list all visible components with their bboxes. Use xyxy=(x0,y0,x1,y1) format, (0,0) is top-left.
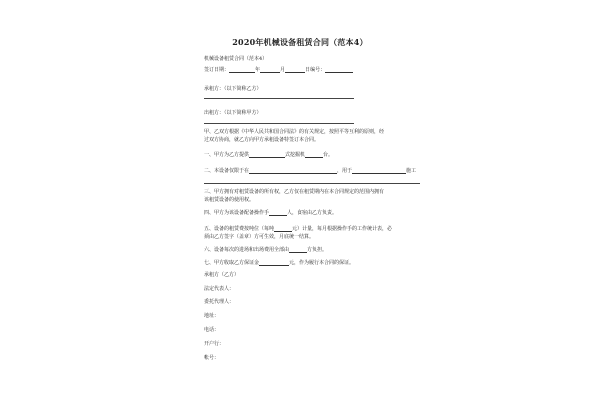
document-page xyxy=(150,0,450,400)
purpose-blank xyxy=(352,168,406,174)
clause-4-text-a: 四、甲方为该设备配备操作手 xyxy=(204,210,270,216)
clause-4 xyxy=(204,210,337,216)
lessee-line: 承租方：（以下简称乙方） xyxy=(204,86,262,92)
clause-1 xyxy=(204,152,333,158)
clause-1-text-c: 台。 xyxy=(323,152,334,158)
intro-line-1: 甲、乙双方根据《中华人民共和国合同法》的有关规定，按照平等互利的原则，经 xyxy=(204,129,385,135)
signature-bank: 开户行： xyxy=(204,341,225,347)
lessee-rule xyxy=(204,98,354,99)
clause-7-text-b: 元，作为履行本合同的保证。 xyxy=(289,260,355,266)
document-subtitle: 机械设备租赁合同（范本4） xyxy=(204,56,268,62)
clause-5-line-2: 须由乙方签字（盖章）方可生效，月底统一结算。 xyxy=(204,234,315,240)
clause-7-text-a: 七、甲方收取乙方保证金 xyxy=(204,260,260,266)
lessor-line: 出租方：（以下简称甲方） xyxy=(204,110,262,116)
number-blank xyxy=(325,67,353,73)
clause-2-text-c: 施工 xyxy=(406,168,417,174)
signature-phone: 电话： xyxy=(204,327,220,333)
clause-2 xyxy=(204,168,416,174)
year-blank xyxy=(229,67,255,73)
clause-7 xyxy=(204,260,354,266)
operator-count-blank xyxy=(269,210,287,216)
month-blank xyxy=(260,67,280,73)
day-blank xyxy=(285,67,305,73)
sign-date-line xyxy=(204,67,353,73)
clause-5-line-1 xyxy=(204,226,392,232)
clause-3-line-1: 三、甲方拥有对租赁设备的所有权，乙方仅在租赁期内在本合同规定的范围内拥有 xyxy=(204,189,385,195)
clause-5-text-a: 五、设备的租赁费按吨位（每吨 xyxy=(204,226,275,232)
clause-2-text-a: 二、本设备仅限于在 xyxy=(204,168,250,174)
party-blank xyxy=(289,247,307,253)
quantity-blank xyxy=(305,152,323,158)
model-blank xyxy=(249,152,285,158)
clause-1-text-a: 一、甲方为乙方提供 xyxy=(204,152,250,158)
clause-3-line-2: 该租赁设备的使用权。 xyxy=(204,197,255,203)
signature-legal-rep: 法定代表人： xyxy=(204,286,235,292)
sign-date-label: 签订日期： xyxy=(204,67,230,73)
deposit-blank xyxy=(259,260,289,266)
clause-2-text-b: ，用于 xyxy=(337,168,353,174)
day-label: 日 xyxy=(305,67,311,73)
signature-party: 承租方（乙方） xyxy=(204,272,240,278)
document-title: 2020年机械设备租赁合同（范本4） xyxy=(232,37,368,47)
signature-agent: 委托代理人： xyxy=(204,299,235,305)
rate-blank xyxy=(274,226,292,232)
location-blank xyxy=(249,168,337,174)
signature-address: 地址： xyxy=(204,313,220,319)
intro-line-2: 过双方协商，就乙方向甲方承租设备特签订本合同。 xyxy=(204,137,320,143)
year-label: 年 xyxy=(255,67,261,73)
clause-6 xyxy=(204,247,327,253)
lessor-rule xyxy=(204,123,354,124)
clause-1-text-b: 式挖掘机 xyxy=(285,152,306,158)
clause-6-text-b: 方负担。 xyxy=(307,247,328,253)
clause-2-rule xyxy=(204,183,420,184)
clause-4-text-b: 人，食宿由乙方负责。 xyxy=(287,210,338,216)
month-label: 月 xyxy=(280,67,286,73)
signature-account: 帐号： xyxy=(204,355,220,361)
clause-5-text-b: 元）计量，每月根据操作手的工作统计表，必 xyxy=(292,226,393,232)
number-label: 编号： xyxy=(310,67,326,73)
clause-6-text-a: 六、设备每次的进场和出场费用全部由 xyxy=(204,247,290,253)
